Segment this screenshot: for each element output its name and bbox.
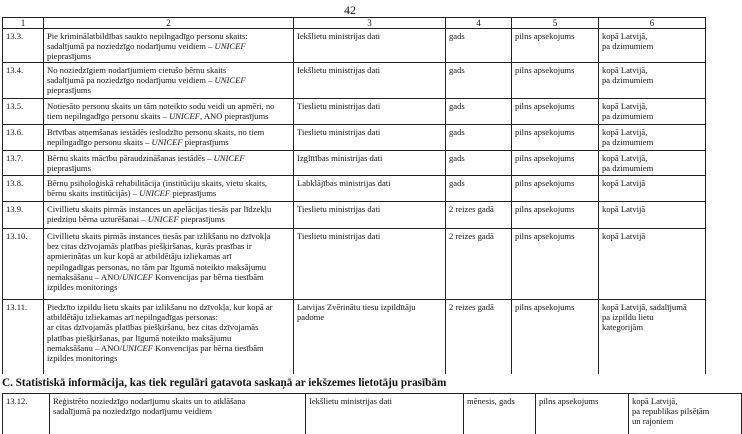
row-breakdown: kopā Latvijā, pa republikas pilsētām un rajoniem (629, 394, 742, 434)
row-source: Labklājības ministrijas dati (294, 176, 446, 202)
row-number: 13.5. (3, 99, 44, 125)
table-row (3, 125, 706, 151)
row-method: pilns apsekojums (512, 29, 599, 63)
row-description: Pie kriminālatbildības saukto nepilngadīgo personu skaits: sadalījumā pa noziedzīgo nodarījumu veidiem – UNICEF pieprasījums (44, 29, 294, 63)
table-row (3, 151, 706, 176)
row-frequency: gads (446, 63, 512, 99)
page-number: 42 (344, 3, 356, 17)
row-breakdown: kopā Latvijā, pa dzimumiem (599, 151, 706, 176)
row-method: pilns apsekojums (512, 202, 599, 229)
row-number: 13.8. (3, 176, 44, 202)
row-frequency: mēnesis, gads (464, 394, 536, 434)
row-source: Iekšlietu ministrijas dati (294, 63, 446, 99)
row-breakdown: kopā Latvijā, pa dzimumiem (599, 29, 706, 63)
row-frequency: 2 reizes gadā (446, 300, 512, 374)
row-method: pilns apsekojums (512, 63, 599, 99)
table-row (3, 99, 706, 125)
row-number: 13.11. (3, 300, 44, 374)
row-number: 13.9. (3, 202, 44, 229)
row-method: pilns apsekojums (512, 151, 599, 176)
row-frequency: gads (446, 151, 512, 176)
header-col-6: 6 (599, 18, 706, 29)
row-method: pilns apsekojums (512, 176, 599, 202)
row-breakdown: kopā Latvijā, pa dzimumiem (599, 125, 706, 151)
row-breakdown: kopā Latvijā, pa dzimumiem (599, 63, 706, 99)
row-frequency: gads (446, 125, 512, 151)
row-number: 13.12. (3, 394, 50, 434)
row-method: pilns apsekojums (512, 99, 599, 125)
table-row (3, 63, 706, 99)
header-col-5: 5 (512, 18, 599, 29)
row-source: Tieslietu ministrijas dati (294, 229, 446, 300)
row-breakdown: kopā Latvijā (599, 202, 706, 229)
row-description: Brīvības atņemšanas iestādēs ieslodzīto personu skaits, no tiem nepilngadīgo personu skaits – UNICEF pieprasījums (44, 125, 294, 151)
header-col-2: 2 (44, 18, 294, 29)
row-description: Notiesāto personu skaits un tām noteikto sodu veidi un apmēri, no tiem nepilngadīgo personu skaits – UNICEF, ANO pieprasījums (44, 99, 294, 125)
statistics-table (2, 17, 706, 374)
table-row (3, 394, 742, 434)
row-method: pilns apsekojums (512, 229, 599, 300)
row-description: Civillietu skaits pirmās instances tiesās par izlikšanu no dzīvokļa bez citas dzīvojamās platības piešķiršanas, kurās prasības ir apmierinātas un kur kopā ar atbildētāju izliekamas arī nepilngadīgas personas, no tām par līgumā noteikto maksājumu nemaksāšanu – ANO/UNICEF Konvencijas par bērna tiesībām izpildes monitorings (44, 229, 294, 300)
row-source: Iekšlietu ministrijas dati (294, 29, 446, 63)
row-source: Tieslietu ministrijas dati (294, 125, 446, 151)
row-breakdown: kopā Latvijā, sadalījumā pa izpildu lietu kategorijām (599, 300, 706, 374)
row-breakdown: kopā Latvijā (599, 176, 706, 202)
table-row (3, 229, 706, 300)
section-c-heading: C. Statistiskā informācija, kas tiek regulāri gatavota saskaņā ar iekšzemes lietotāju prasībām (2, 377, 447, 389)
row-source: Tieslietu ministrijas dati (294, 99, 446, 125)
table-row (3, 202, 706, 229)
row-frequency: gads (446, 29, 512, 63)
table-row (3, 300, 706, 374)
row-description: Piedzīto izpildu lietu skaits par izlikšanu no dzīvokļa, kur kopā ar atbildētāju izliekamas arī nepilngadīgas personas: ar citas dzīvojamās platības piešķiršanu, bez citas dzīvojamās platības piešķiršanas, par līgumā noteikto maksājumu nemaksāšanu – ANO/UNICEF Konvencijas par bērna tiesībām izpildes monitorings (44, 300, 294, 374)
header-col-4: 4 (446, 18, 512, 29)
row-breakdown: kopā Latvijā, pa dzimumiem (599, 99, 706, 125)
row-method: pilns apsekojums (512, 300, 599, 374)
row-source: Latvijas Zvērinātu tiesu izpildītāju padome (294, 300, 446, 374)
header-col-3: 3 (294, 18, 446, 29)
row-breakdown: kopā Latvijā (599, 229, 706, 300)
table-row (3, 176, 706, 202)
table-row (3, 29, 706, 63)
row-method: pilns apsekojums (536, 394, 629, 434)
row-source: Iekšlietu ministrijas dati (306, 394, 464, 434)
row-frequency: 2 reizes gadā (446, 229, 512, 300)
row-description: Bērnu psiholoģiskā rehabilitācija (institūciju skaits, vietu skaits, bērnu skaits institūcijās) – UNICEF pieprasījums (44, 176, 294, 202)
table-header-row (3, 18, 706, 29)
row-description: No noziedzīgiem nodarījumiem cietušo bērnu skaits sadalījumā pa noziedzīgo nodarījumu veidiem – UNICEF pieprasījums (44, 63, 294, 99)
row-frequency: 2 reizes gadā (446, 202, 512, 229)
row-number: 13.4. (3, 63, 44, 99)
row-method: pilns apsekojums (512, 125, 599, 151)
row-description: Reģistrēto noziedzīgo nodarījumu skaits un to atklāšana sadalījumā pa noziedzīgo nodarījumu veidiem (50, 394, 306, 434)
row-frequency: gads (446, 176, 512, 202)
row-number: 13.6. (3, 125, 44, 151)
row-frequency: gads (446, 99, 512, 125)
section-c-table (2, 393, 742, 434)
row-number: 13.10. (3, 229, 44, 300)
row-description: Bērnu skaits mācību pāraudzināšanas iestādēs – UNICEF pieprasījums (44, 151, 294, 176)
row-source: Tieslietu ministrijas dati (294, 202, 446, 229)
row-description: Civillietu skaits pirmās instances un apelācijas tiesās par līdzekļu piedziņu bērna uzturēšanai – UNICEF pieprasījums (44, 202, 294, 229)
row-number: 13.3. (3, 29, 44, 63)
header-col-1: 1 (3, 18, 44, 29)
row-number: 13.7. (3, 151, 44, 176)
row-source: Izglītības ministrijas dati (294, 151, 446, 176)
